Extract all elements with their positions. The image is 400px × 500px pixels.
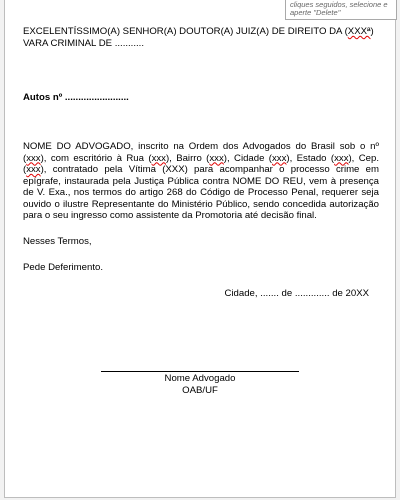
body-text: ), Estado (: [286, 152, 335, 164]
document-page: [4, 0, 396, 498]
court-address-header: [23, 26, 379, 49]
header-line-1: [23, 26, 379, 38]
body-text: ), com escritório à Rua (: [40, 152, 152, 164]
street-placeholder: xxx: [151, 152, 166, 164]
body-text: ), Cidade (: [223, 152, 272, 164]
city-placeholder: xxx: [272, 152, 287, 164]
lawyer-name: Nome Advogado: [164, 373, 236, 384]
body-text: NOME DO ADVOGADO, inscrito na Ordem dos Advogados do Brasil sob o nº (: [23, 141, 379, 164]
district-placeholder: xxx: [209, 152, 224, 164]
comment-balloon[interactable]: [285, 0, 397, 20]
oab-uf: OAB/UF: [182, 384, 218, 396]
body-text: ), Bairro (: [165, 152, 210, 164]
body-text: ), contratado pela Vítima (XXX) para acompanhar o processo crime em epígrafe, instaurada pela Justiça Pública contra NOME DO REU, vem à presença de V. Exa., nos termos do artigo 268 do Código de Processo Penal, requerer seja ouvido o ilustre Representante do Ministério Público, sendo concedida autorização para o seu ingresso como assistente da Promotoria até decisão final.: [23, 164, 379, 221]
closing-request: Pede Deferimento.: [23, 262, 103, 273]
header-text-a: EXCELENTÍSSIMO(A) SENHOR(A) DOUTOR(A) JUIZ(A) DE DIREITO DA (: [23, 26, 348, 37]
header-court-number: XXXª: [347, 26, 371, 37]
comment-line-2: aperte "Delete": [290, 8, 341, 17]
zip-placeholder: xxx: [26, 164, 41, 175]
header-line-2: VARA CRIMINAL DE ...........: [23, 37, 145, 49]
case-number-line: Autos nº ........................: [23, 92, 129, 103]
place-date-line: Cidade, ....... de ............. de 20XX: [224, 288, 369, 299]
oab-number-placeholder: xxx: [26, 152, 41, 164]
signature-line: [101, 371, 299, 372]
header-text-c: ): [370, 26, 374, 37]
comment-line-1: cliques seguidos, selecione e: [290, 0, 388, 9]
closing-terms: Nesses Termos,: [23, 236, 92, 247]
signature-block: [101, 373, 299, 396]
state-placeholder: xxx: [334, 152, 349, 164]
petition-body: [23, 141, 379, 222]
body-text: ), Cep. (: [23, 152, 379, 175]
